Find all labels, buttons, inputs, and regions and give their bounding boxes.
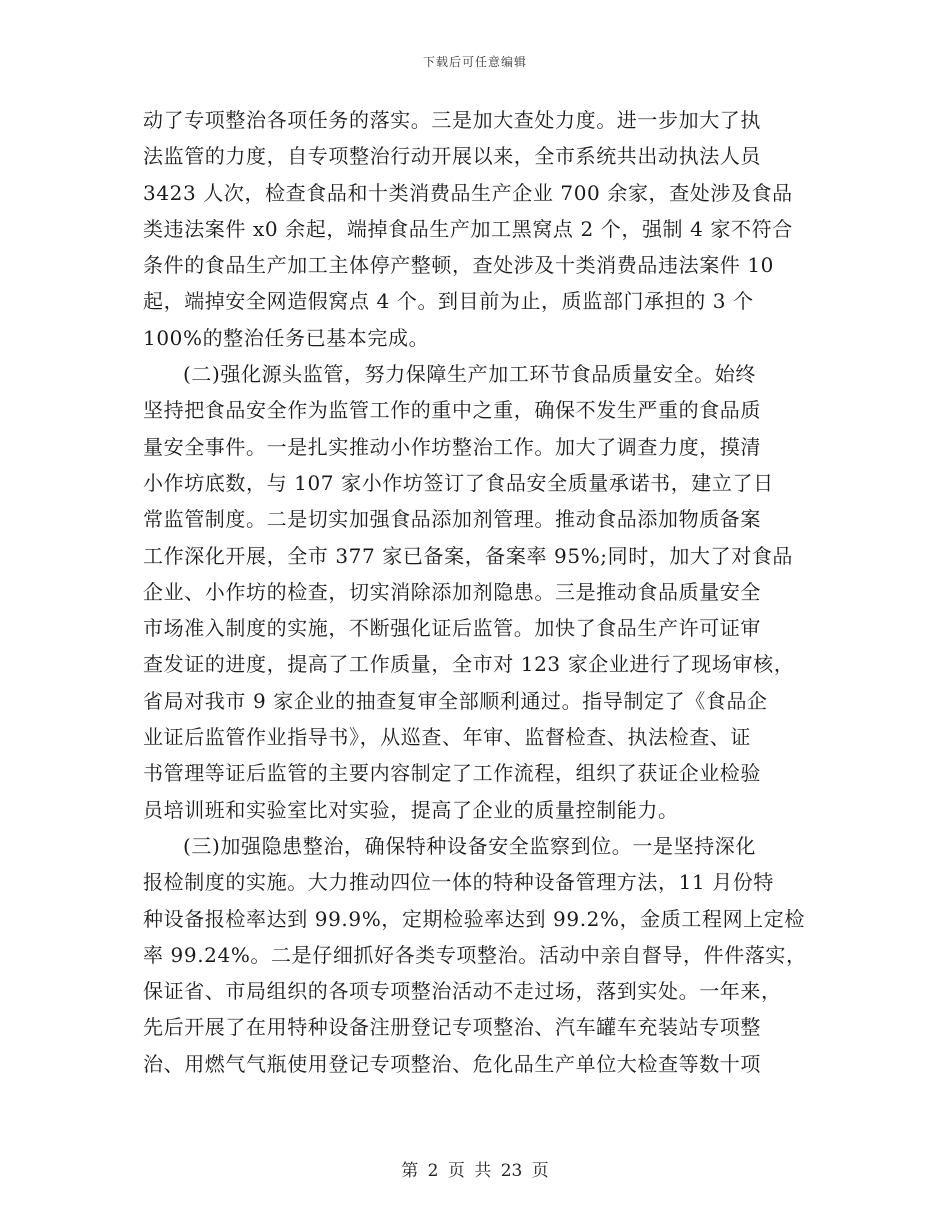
text-line: 起，端掉安全网造假窝点 4 个。到目前为止，质监部门承担的 3 个 xyxy=(143,289,754,314)
text-line: 小作坊底数，与 107 家小作坊签订了食品安全质量承诺书，建立了日 xyxy=(143,470,774,495)
text-line: 保证省、市局组织的各项专项整治活动不走过场，落到实处。一年来， xyxy=(143,979,782,1004)
text-line: 动了专项整治各项任务的落实。三是加大查处力度。进一步加大了执 xyxy=(143,108,761,132)
text-line: 市场准入制度的实施，不断强化证后监管。加快了食品生产许可证审 xyxy=(143,616,761,641)
text-line: 报检制度的实施。大力推动四位一体的特种设备管理方法，11 月份特 xyxy=(143,870,775,895)
page-number-footer: 第 2 页 共 23 页 xyxy=(401,1161,549,1181)
text-line: (三)加强隐患整治，确保特种设备安全监察到位。一是坚持深化 xyxy=(183,833,757,858)
text-line: 工作深化开展，全市 377 家已备案，备案率 95%;同时，加大了对食品 xyxy=(143,543,794,568)
text-line: 类违法案件 x0 余起，端掉食品生产加工黑窝点 2 个，强制 4 家不符合 xyxy=(143,216,793,241)
text-line: 查发证的进度，提高了工作质量，全市对 123 家企业进行了现场审核， xyxy=(143,652,795,677)
text-line: 员培训班和实验室比对实验，提高了企业的质量控制能力。 xyxy=(143,797,679,822)
text-line: 3423 人次，检查食品和十类消费品生产企业 700 余家，查处涉及食品 xyxy=(143,180,793,205)
text-line: 量安全事件。一是扎实推动小作坊整治工作。加大了调查力度，摸清 xyxy=(143,434,761,459)
text-line: 业证后监管作业指导书》，从巡查、年审、监督检查、执法检查、证 xyxy=(143,725,751,750)
text-line: 条件的食品生产加工主体停产整顿，查处涉及十类消费品违法案件 10 xyxy=(143,253,775,278)
text-line: 常监管制度。二是切实加强食品添加剂管理。推动食品添加物质备案 xyxy=(143,507,761,532)
text-line: 先后开展了在用特种设备注册登记专项整治、汽车罐车充装站专项整 xyxy=(143,1015,761,1040)
text-line: 法监管的力度，自专项整治行动开展以来，全市系统共出动执法人员 xyxy=(143,144,761,169)
text-line: 企业、小作坊的检查，切实消除添加剂隐患。三是推动食品质量安全 xyxy=(143,579,761,604)
text-line: 坚持把食品安全作为监管工作的重中之重，确保不发生严重的食品质 xyxy=(143,398,761,423)
document-body xyxy=(143,102,807,1082)
text-line: 治、用燃气气瓶使用登记专项整治、危化品生产单位大检查等数十项 xyxy=(143,1051,761,1076)
text-line: 率 99.24%。二是仔细抓好各类专项整治。活动中亲自督导，件件落实， xyxy=(143,942,807,967)
page-header-note: 下载后可任意编辑 xyxy=(422,55,527,69)
text-line: 书管理等证后监管的主要内容制定了工作流程，组织了获证企业检验 xyxy=(143,761,761,786)
text-line: 100%的整治任务已基本完成。 xyxy=(143,325,430,350)
text-line: 种设备报检率达到 99.9%，定期检验率达到 99.2%，金质工程网上定检 xyxy=(143,906,805,931)
text-line: (二)强化源头监管，努力保障生产加工环节食品质量安全。始终 xyxy=(183,362,757,387)
text-line: 省局对我市 9 家企业的抽查复审全部顺利通过。指导制定了《食品企 xyxy=(143,688,768,713)
